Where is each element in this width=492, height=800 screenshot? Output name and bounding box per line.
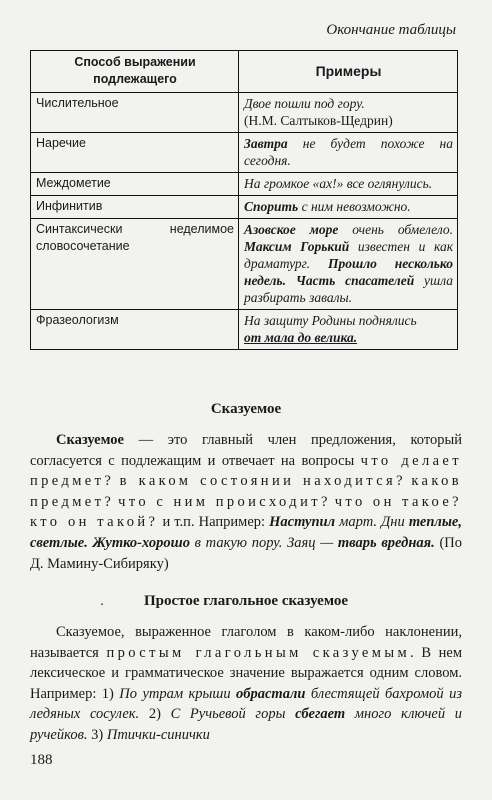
question: что делает предмет? — [30, 452, 462, 490]
table-cell-type: Инфинитив — [31, 196, 239, 219]
table-header-row — [31, 51, 458, 93]
table-cell-type: Числительное — [31, 93, 239, 133]
example-predicate: Наступил — [269, 514, 336, 531]
example-text: Двое пошли под гору. — [244, 96, 365, 111]
text: 3) — [87, 726, 107, 743]
example-subject: Максим Горький — [244, 239, 350, 254]
table-row — [31, 196, 458, 219]
question: что он такое? — [334, 493, 462, 510]
example-text: С Ручьевой горы — [170, 706, 296, 723]
example-text: в такую пору. Заяц — — [189, 534, 338, 551]
question: что с ним происходит? — [118, 493, 331, 510]
page-number: 188 — [30, 752, 53, 768]
table-row — [31, 133, 458, 173]
example-text — [335, 273, 345, 288]
example-text: не будет похоже на сегодня. — [244, 136, 453, 168]
example-text: На защиту Родины поднялись — [244, 313, 417, 328]
table-cell-example — [239, 173, 458, 196]
running-head: Окончание таблицы — [326, 22, 456, 38]
example-text — [286, 273, 296, 288]
example-predicate: Жутко-хорошо — [92, 534, 190, 551]
table-cell-type: Фразеологизм — [31, 310, 239, 350]
example-text: очень обмелело. — [338, 222, 453, 237]
example-subject: Спорить — [244, 199, 299, 214]
question: каков предмет? — [30, 473, 462, 510]
expression-table — [30, 50, 458, 350]
example-predicate: обрастали — [236, 685, 306, 702]
table-cell-example — [239, 219, 458, 310]
table-row — [31, 219, 458, 310]
example-text: ушла разбирать завалы. — [244, 273, 454, 305]
table-cell-example — [239, 196, 458, 219]
term: простым глагольным сказуемым — [106, 644, 411, 661]
example-subject: спасателей — [345, 273, 415, 288]
paragraph-predicate-definition — [30, 430, 462, 574]
table-cell-type: Наречие — [31, 133, 239, 173]
example-text: известен и как драматург. — [244, 239, 454, 271]
text: 2) — [139, 706, 171, 723]
example-text: с ним невозможно. — [298, 199, 411, 214]
table-cell-example — [239, 133, 458, 173]
table-header-examples: Примеры — [239, 51, 458, 93]
example-text: Птички-синички — [106, 726, 210, 743]
question: в каком состоянии находится? — [119, 473, 406, 490]
text: и т.п. Например: — [158, 514, 270, 531]
table-cell-type: Междометие — [31, 173, 239, 196]
paragraph-simple-verbal-predicate — [30, 622, 462, 746]
example-predicate: сбегает — [295, 706, 346, 723]
question: кто он такой? — [30, 514, 159, 531]
example-subject: Завтра — [244, 136, 288, 151]
example-subject: Часть — [295, 273, 336, 288]
section-title: Сказуемое — [210, 401, 282, 417]
table-cell-example — [239, 310, 458, 350]
example-predicate: теплые, светлые. — [30, 514, 462, 551]
source: (По Д. Мамину-Сибиряку) — [30, 534, 462, 572]
example-subject: Прошло несколько недель. — [244, 256, 453, 288]
example-text: март. Дни — [335, 514, 409, 531]
text: . В нем лексическое и грамматическое значение выражается одним словом. Например: 1) — [30, 644, 463, 702]
term: Сказуемое — [56, 432, 124, 448]
example-predicate: тварь вредная. — [337, 534, 435, 551]
table-row — [31, 173, 458, 196]
table-row — [31, 93, 458, 133]
table-row — [31, 310, 458, 350]
table-header-method: Способ выражении подлежащего — [31, 51, 239, 93]
table-cell-type: Синтаксически неделимое словосочетание — [31, 219, 239, 310]
example-text: много ключей и ручейков. — [30, 706, 462, 743]
text: — это главный член предложения, который согласуется с подлежащим и отвечает на вопросы — [30, 432, 462, 469]
text: Сказуемое, выраженное глаголом в каком-либо наклонении, называется — [30, 624, 462, 661]
example-text: На громкое «ах!» все оглянулись. — [244, 176, 433, 191]
subsection-title: Простое глагольное сказуемое — [143, 593, 348, 609]
table-cell-example — [239, 93, 458, 133]
example-source: (Н.М. Салтыков-Щедрин) — [244, 113, 393, 128]
example-subject: от мала до велика. — [244, 330, 358, 345]
bullet-dot: . — [100, 592, 104, 608]
example-text: блестящей бахромой из ледяных сосулек. — [30, 685, 462, 723]
example-subject: Азовское море — [244, 222, 339, 237]
example-text: По утрам крыши — [119, 685, 236, 702]
